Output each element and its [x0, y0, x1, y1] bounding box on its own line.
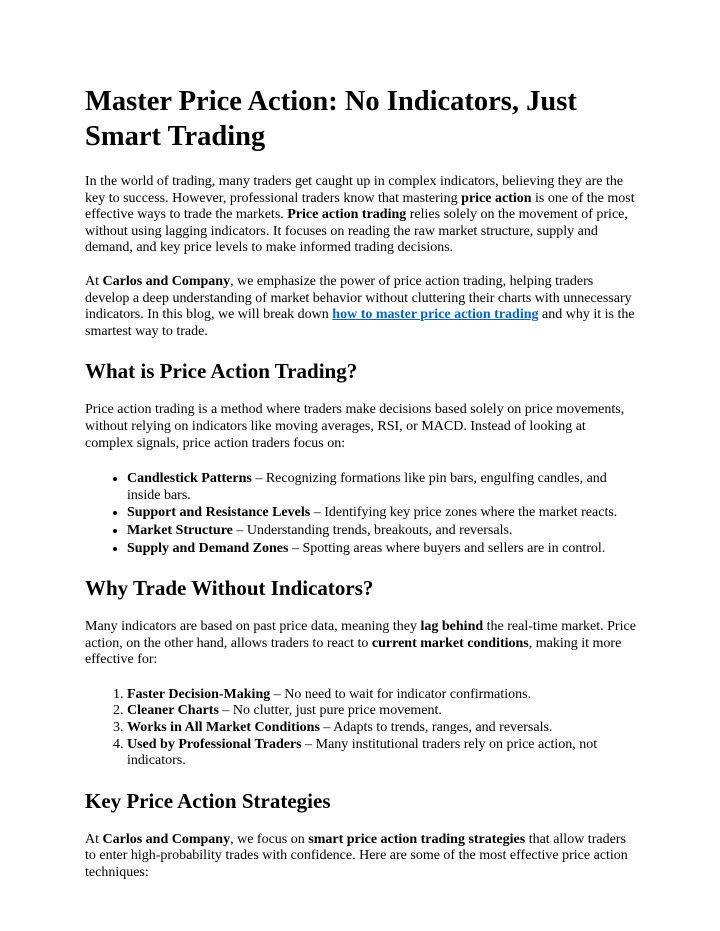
intro-paragraph: In the world of trading, many traders get caught up in complex indicators, believing they are the key to success. However, professional traders know that mastering price action is one of the most effective ways to trade the markets. Price action trading relies solely on the movement of price, without using lagging indicators. It focuses on reading the raw market structure, supply and demand, and key price levels to make informed trading decisions.	[85, 174, 635, 256]
list-item: 1. Faster Decision-Making – No need to wait for indicator confirmations.	[127, 687, 637, 704]
section3-paragraph: At Carlos and Company, we focus on smart price action trading strategies that allow traders to enter high-probability trades with confidence. Here are some of the most effective price action techniques:	[85, 831, 628, 881]
list-item: • Candlestick Patterns – Recognizing formations like pin bars, engulfing candles, and inside bars.	[127, 470, 637, 504]
list-item: 4. Used by Professional Traders – Many institutional traders rely on price action, not indicators.	[127, 737, 637, 770]
list-item: 2. Cleaner Charts – No clutter, just pure price movement.	[127, 703, 637, 720]
section2-paragraph: Many indicators are based on past price data, meaning they lag behind the real-time market. Price action, on the other hand, allows traders to react to current market conditions, making it more effective for:	[85, 619, 636, 668]
list-item: • Supply and Demand Zones – Spotting areas where buyers and sellers are in control.	[127, 540, 637, 558]
section-heading-strategies: Key Price Action Strategies	[85, 788, 331, 813]
price-action-focus-list	[85, 470, 637, 557]
document-page	[85, 84, 637, 900]
section-heading-what-is: What is Price Action Trading?	[85, 359, 358, 384]
section1-paragraph: Price action trading is a method where traders make decisions based solely on price movements, without relying on indicators like moving averages, RSI, or MACD. Instead of looking at complex signals, price action traders focus on:	[85, 402, 625, 451]
list-item: 3. Works in All Market Conditions – Adapts to trends, ranges, and reversals.	[127, 720, 637, 737]
page-title: Master Price Action: No Indicators, Just Smart Trading	[85, 86, 577, 152]
section-heading-why-trade: Why Trade Without Indicators?	[85, 576, 374, 601]
company-paragraph: At Carlos and Company, we emphasize the power of price action trading, helping traders develop a deep understanding of market behavior without cluttering their charts with unnecessary indicators. In this blog, we will break down how to master price action trading and why it is the smartest way to trade.	[85, 273, 635, 339]
list-item: • Market Structure – Understanding trends, breakouts, and reversals.	[127, 522, 637, 540]
list-item: • Support and Resistance Levels – Identifying key price zones where the market reacts.	[127, 504, 637, 522]
price-action-link[interactable]: how to master price action trading	[332, 307, 539, 323]
benefits-list	[85, 687, 637, 770]
